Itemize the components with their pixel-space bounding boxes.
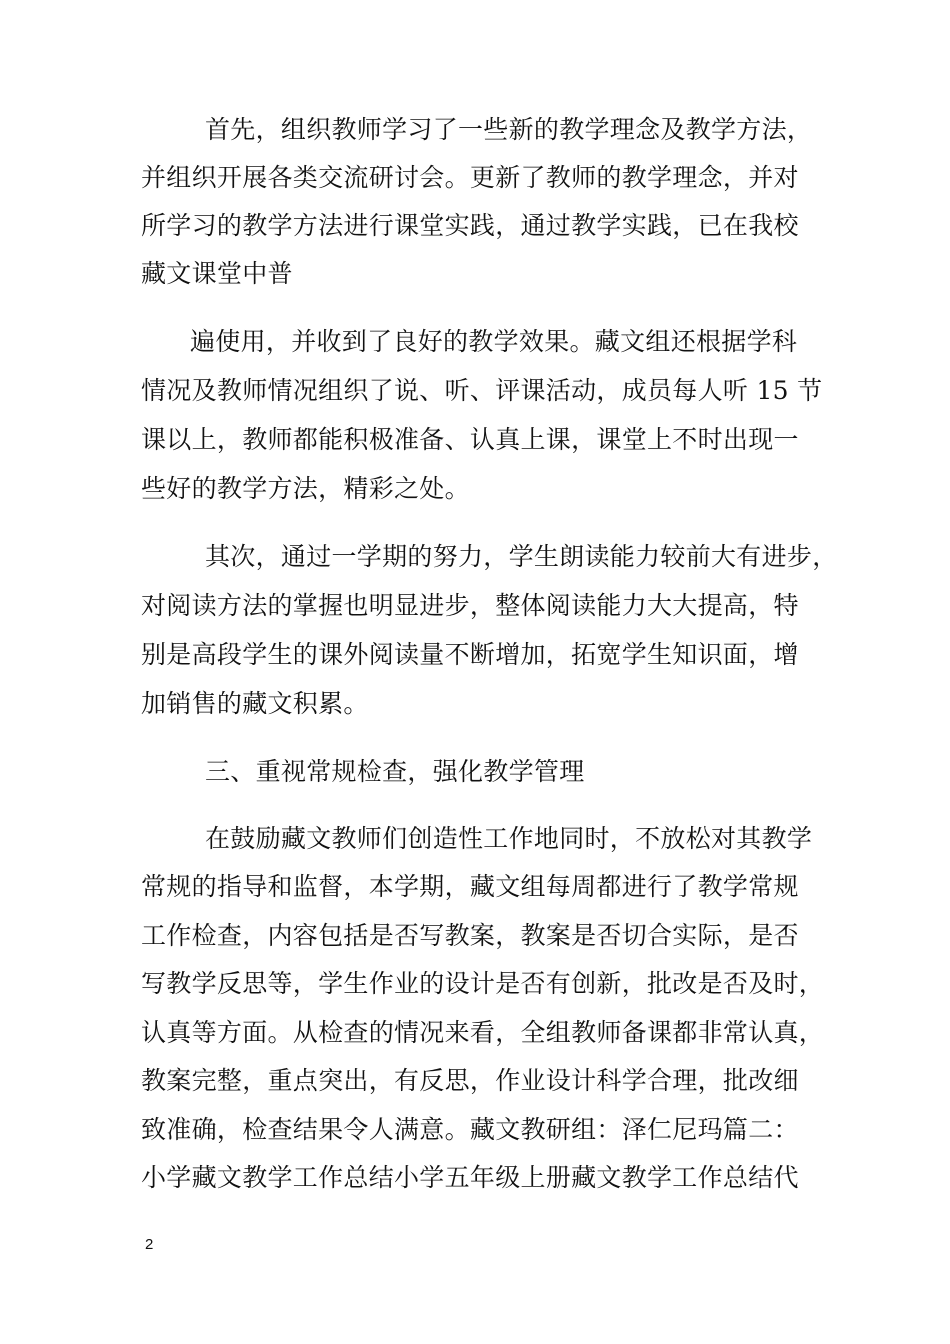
text-line: 致准确，检查结果令人满意。藏文教研组：泽仁尼玛篇二： — [141, 1115, 799, 1144]
text-line: 情况及教师情况组织了说、听、评课活动，成员每人听 15 节 — [141, 376, 823, 405]
text-line: 其次，通过一学期的努力，学生朗读能力较前大有进步， — [205, 542, 838, 571]
section-heading: 三、重视常规检查，强化教学管理 — [205, 757, 585, 786]
text-line: 常规的指导和监督，本学期，藏文组每周都进行了教学常规 — [141, 872, 799, 901]
text-line: 遍使用，并收到了良好的教学效果。藏文组还根据学科 — [190, 327, 798, 356]
text-line: 写教学反思等，学生作业的设计是否有创新，批改是否及时， — [141, 969, 825, 998]
page-number: 2 — [145, 1236, 154, 1253]
text-line: 些好的教学方法，精彩之处。 — [141, 474, 470, 503]
text-line: 课以上，教师都能积极准备、认真上课，课堂上不时出现一 — [141, 425, 799, 454]
text-line: 对阅读方法的掌握也明显进步，整体阅读能力大大提高，特 — [141, 591, 799, 620]
text-line: 认真等方面。从检查的情况来看，全组教师备课都非常认真， — [141, 1018, 825, 1047]
text-line: 工作检查，内容包括是否写教案，教案是否切合实际，是否 — [141, 921, 799, 950]
text-line: 并组织开展各类交流研讨会。更新了教师的教学理念，并对 — [141, 163, 799, 192]
text-line: 教案完整，重点突出，有反思，作业设计科学合理，批改细 — [141, 1066, 799, 1095]
text-line: 首先，组织教师学习了一些新的教学理念及教学方法， — [205, 115, 813, 144]
text-line: 所学习的教学方法进行课堂实践，通过教学实践，已在我校 — [141, 211, 799, 240]
text-line: 加销售的藏文积累。 — [141, 689, 369, 718]
text-line: 在鼓励藏文教师们创造性工作地同时，不放松对其教学 — [205, 824, 813, 853]
text-line: 别是高段学生的课外阅读量不断增加，拓宽学生知识面，增 — [141, 640, 799, 669]
text-line: 藏文课堂中普 — [141, 259, 293, 288]
text-line: 小学藏文教学工作总结小学五年级上册藏文教学工作总结代 — [141, 1163, 799, 1192]
